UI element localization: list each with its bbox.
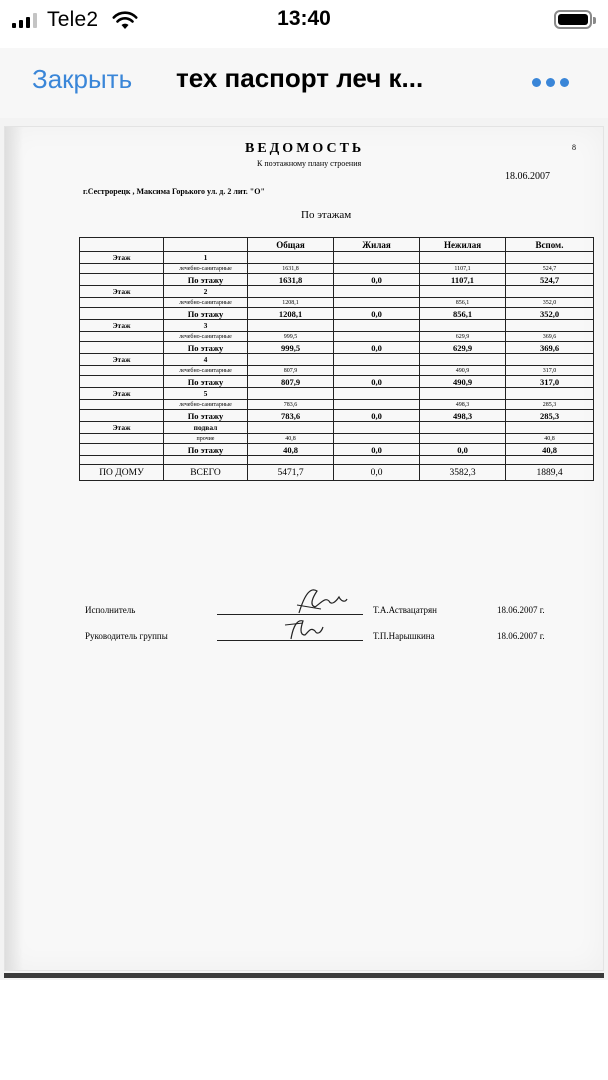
doc-subtitle: К поэтажному плану строения xyxy=(257,159,362,168)
floor-total-row xyxy=(80,444,594,456)
col-header: Общая xyxy=(248,238,334,252)
floor-value: 4 xyxy=(164,354,248,366)
category-value: 40,8 xyxy=(248,434,334,444)
floor-total-value: 1631,8 xyxy=(248,274,334,286)
document-viewer[interactable] xyxy=(0,118,608,980)
empty-cell xyxy=(506,388,594,400)
signature-date: 18.06.2007 г. xyxy=(497,605,545,615)
category-value: 999,5 xyxy=(248,332,334,342)
floor-label: Этаж xyxy=(80,422,164,434)
category-value: 285,3 xyxy=(506,400,594,410)
header-blank xyxy=(80,238,164,252)
empty-cell xyxy=(334,388,420,400)
floor-total-value: 629,9 xyxy=(420,342,506,354)
category-value: 807,9 xyxy=(248,366,334,376)
floor-header-row xyxy=(80,388,594,400)
floor-value: подвал xyxy=(164,422,248,434)
category-value xyxy=(334,332,420,342)
empty-cell xyxy=(80,444,164,456)
empty-cell xyxy=(80,400,164,410)
empty-cell xyxy=(420,252,506,264)
empty-cell xyxy=(334,456,420,465)
floor-total-label: По этажу xyxy=(164,342,248,354)
carrier-name: Tele2 xyxy=(47,8,99,31)
category-value: 783,6 xyxy=(248,400,334,410)
battery-icon xyxy=(554,10,592,29)
floor-total-value: 1208,1 xyxy=(248,308,334,320)
empty-cell xyxy=(506,320,594,332)
more-options-icon[interactable] xyxy=(532,78,572,88)
empty-cell xyxy=(248,286,334,298)
signature-role: Исполнитель xyxy=(85,605,136,615)
floor-value: 2 xyxy=(164,286,248,298)
floor-label: Этаж xyxy=(80,286,164,298)
empty-cell xyxy=(248,252,334,264)
category-label: лечебно-санитарные xyxy=(164,298,248,308)
spacer-row xyxy=(80,456,594,465)
category-value xyxy=(334,366,420,376)
category-value: 524,7 xyxy=(506,264,594,274)
col-header: Нежилая xyxy=(420,238,506,252)
floor-value: 5 xyxy=(164,388,248,400)
floor-total-value: 783,6 xyxy=(248,410,334,422)
floor-label: Этаж xyxy=(80,252,164,264)
house-total-row xyxy=(80,465,594,481)
header-blank xyxy=(164,238,248,252)
floor-area-table xyxy=(79,237,594,481)
close-button[interactable]: Закрыть xyxy=(32,64,133,94)
category-label: лечебно-санитарные xyxy=(164,400,248,410)
category-row xyxy=(80,264,594,274)
empty-cell xyxy=(248,320,334,332)
floor-total-label: По этажу xyxy=(164,308,248,320)
category-value xyxy=(334,264,420,274)
empty-cell xyxy=(506,422,594,434)
empty-cell xyxy=(248,388,334,400)
house-total-sublabel: ВСЕГО xyxy=(164,465,248,481)
empty-cell xyxy=(334,320,420,332)
empty-cell xyxy=(80,434,164,444)
empty-cell xyxy=(420,388,506,400)
empty-cell xyxy=(80,298,164,308)
category-row xyxy=(80,332,594,342)
category-value xyxy=(334,400,420,410)
empty-cell xyxy=(164,456,248,465)
floor-label: Этаж xyxy=(80,354,164,366)
empty-cell xyxy=(506,354,594,366)
floor-total-label: По этажу xyxy=(164,274,248,286)
empty-cell xyxy=(334,422,420,434)
empty-cell xyxy=(80,456,164,465)
category-value: 317,0 xyxy=(506,366,594,376)
table-header xyxy=(80,238,594,252)
empty-cell xyxy=(80,308,164,320)
category-label: лечебно-санитарные xyxy=(164,366,248,376)
floor-value: 1 xyxy=(164,252,248,264)
empty-cell xyxy=(80,342,164,354)
status-time: 13:40 xyxy=(277,7,331,30)
empty-cell xyxy=(334,354,420,366)
category-label: лечебно-санитарные xyxy=(164,264,248,274)
empty-cell xyxy=(334,252,420,264)
floor-header-row xyxy=(80,286,594,298)
empty-cell xyxy=(248,354,334,366)
document-title: тех паспорт леч к... xyxy=(176,63,424,93)
category-value xyxy=(334,298,420,308)
house-total-value: 3582,3 xyxy=(420,465,506,481)
category-value: 40,8 xyxy=(506,434,594,444)
category-value xyxy=(420,434,506,444)
floor-total-row xyxy=(80,410,594,422)
category-value: 498,3 xyxy=(420,400,506,410)
page-number: 8 xyxy=(572,143,576,152)
category-value: 629,9 xyxy=(420,332,506,342)
signature-date: 18.06.2007 г. xyxy=(497,631,545,641)
category-value: 490,9 xyxy=(420,366,506,376)
floor-total-value: 40,8 xyxy=(248,444,334,456)
empty-cell xyxy=(80,274,164,286)
floor-total-value: 0,0 xyxy=(334,308,420,320)
empty-cell xyxy=(80,366,164,376)
floor-total-value: 40,8 xyxy=(506,444,594,456)
empty-cell xyxy=(420,354,506,366)
floor-total-label: По этажу xyxy=(164,444,248,456)
floor-total-value: 490,9 xyxy=(420,376,506,388)
status-bar xyxy=(0,0,608,40)
empty-cell xyxy=(80,410,164,422)
floor-total-value: 498,3 xyxy=(420,410,506,422)
category-value: 1208,1 xyxy=(248,298,334,308)
col-header: Жилая xyxy=(334,238,420,252)
col-header: Вспом. xyxy=(506,238,594,252)
category-label: лечебно-санитарные xyxy=(164,332,248,342)
empty-cell xyxy=(248,422,334,434)
house-total-label: ПО ДОМУ xyxy=(80,465,164,481)
floor-total-value: 1107,1 xyxy=(420,274,506,286)
floor-total-row xyxy=(80,308,594,320)
floor-total-value: 999,5 xyxy=(248,342,334,354)
floor-total-value: 0,0 xyxy=(334,444,420,456)
house-total-value: 0,0 xyxy=(334,465,420,481)
signature-role: Руководитель группы xyxy=(85,631,168,641)
nav-bar xyxy=(0,48,608,118)
signature-name: Т.П.Нарышкина xyxy=(373,631,435,641)
category-value: 352,0 xyxy=(506,298,594,308)
empty-cell xyxy=(334,286,420,298)
floor-header-row xyxy=(80,252,594,264)
floor-total-value: 0,0 xyxy=(420,444,506,456)
floor-total-value: 369,6 xyxy=(506,342,594,354)
floor-total-value: 0,0 xyxy=(334,274,420,286)
signature-name: Т.А.Аствацатрян xyxy=(373,605,438,615)
empty-cell xyxy=(506,286,594,298)
category-value xyxy=(334,434,420,444)
category-row xyxy=(80,400,594,410)
floor-total-row xyxy=(80,342,594,354)
table-body xyxy=(80,252,594,481)
doc-section-title: По этажам xyxy=(301,209,352,221)
floor-total-value: 317,0 xyxy=(506,376,594,388)
signature-scribble xyxy=(281,609,341,645)
empty-cell xyxy=(80,264,164,274)
floor-total-value: 352,0 xyxy=(506,308,594,320)
floor-total-value: 285,3 xyxy=(506,410,594,422)
category-value: 1631,8 xyxy=(248,264,334,274)
category-row xyxy=(80,366,594,376)
floor-total-row xyxy=(80,376,594,388)
floor-total-value: 524,7 xyxy=(506,274,594,286)
floor-total-label: По этажу xyxy=(164,410,248,422)
house-total-value: 1889,4 xyxy=(506,465,594,481)
empty-cell xyxy=(420,456,506,465)
doc-address: г.Сестрорецк , Максима Горького ул. д. 2 лит. "О" xyxy=(83,187,265,196)
floor-total-value: 0,0 xyxy=(334,410,420,422)
scan-bottom-edge xyxy=(4,973,604,978)
empty-cell xyxy=(248,456,334,465)
floor-total-value: 0,0 xyxy=(334,376,420,388)
scanned-page xyxy=(4,126,604,971)
floor-label: Этаж xyxy=(80,320,164,332)
category-row xyxy=(80,434,594,444)
floor-total-row xyxy=(80,274,594,286)
empty-cell xyxy=(420,286,506,298)
floor-total-value: 856,1 xyxy=(420,308,506,320)
category-value: 369,6 xyxy=(506,332,594,342)
empty-cell xyxy=(506,252,594,264)
floor-header-row xyxy=(80,320,594,332)
category-row xyxy=(80,298,594,308)
empty-cell xyxy=(506,456,594,465)
category-value: 1107,1 xyxy=(420,264,506,274)
house-total-value: 5471,7 xyxy=(248,465,334,481)
floor-total-value: 807,9 xyxy=(248,376,334,388)
empty-cell xyxy=(420,320,506,332)
empty-cell xyxy=(80,332,164,342)
floor-value: 3 xyxy=(164,320,248,332)
empty-cell xyxy=(420,422,506,434)
floor-header-row xyxy=(80,422,594,434)
doc-heading: ВЕДОМОСТЬ xyxy=(245,141,365,156)
category-label: прочие xyxy=(164,434,248,444)
empty-cell xyxy=(80,376,164,388)
floor-total-label: По этажу xyxy=(164,376,248,388)
floor-label: Этаж xyxy=(80,388,164,400)
floor-total-value: 0,0 xyxy=(334,342,420,354)
floor-header-row xyxy=(80,354,594,366)
category-value: 856,1 xyxy=(420,298,506,308)
doc-date: 18.06.2007 xyxy=(505,171,550,182)
